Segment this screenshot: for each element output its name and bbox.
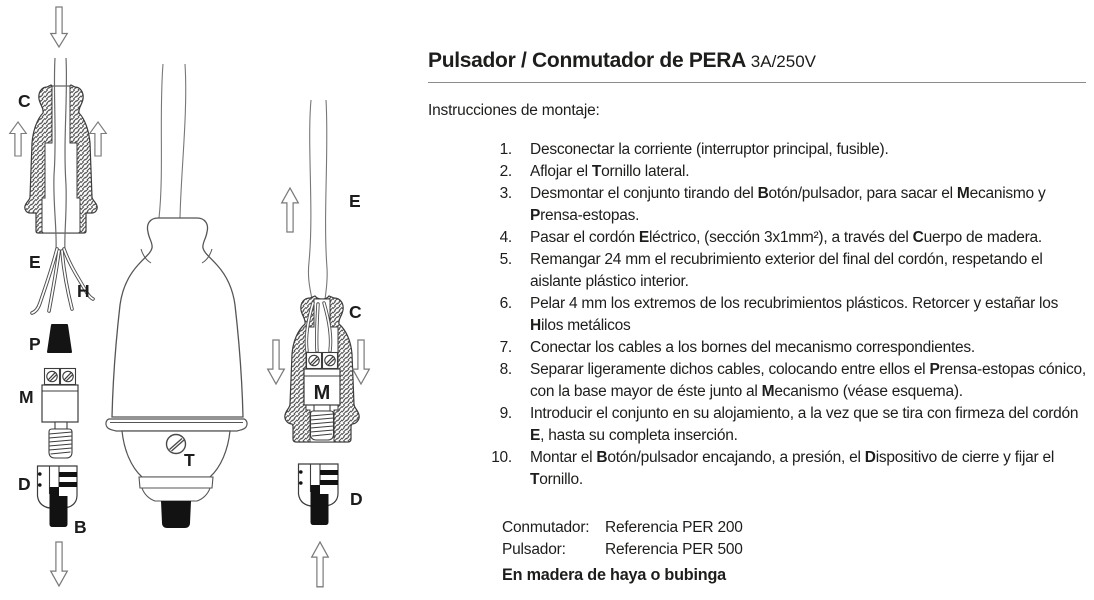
step-item <box>428 161 1086 183</box>
wood-note: En madera de haya o bubinga <box>502 566 726 584</box>
mechanism-block <box>42 369 78 459</box>
instruction-steps-list <box>428 139 1086 491</box>
step-item <box>428 447 1086 491</box>
flange <box>106 419 247 431</box>
instructions-column <box>428 0 1086 585</box>
step-text: Aflojar el Tornillo lateral. <box>530 163 690 180</box>
terminal-screw-icon <box>323 353 338 369</box>
step-text: Desconectar la corriente (interruptor principal, fusible). <box>530 141 889 158</box>
page-header <box>428 0 1086 83</box>
reference-row <box>502 517 1086 539</box>
part-label-button: B <box>74 517 87 537</box>
part-label-body: C <box>18 91 31 111</box>
arrow-up-icon <box>10 122 27 156</box>
step-number: 1. <box>499 141 512 158</box>
terminal-screw-icon <box>45 369 60 385</box>
step-item <box>428 139 1086 161</box>
step-text: Introducir el conjunto en su alojamiento, a la vez que se tira con firmeza del cordón E, hasta su completa inserción. <box>530 405 1079 444</box>
step-number: 3. <box>499 185 512 202</box>
cap-ring <box>139 477 213 488</box>
step-text: Pelar 4 mm los extremos de los recubrimientos plásticos. Retorcer y estañar los Hilos metálicos <box>530 295 1059 334</box>
part-label-wires: H <box>77 281 90 301</box>
part-label-cord: E <box>349 191 361 211</box>
title-rule <box>428 82 1086 83</box>
cord-lines <box>159 64 186 218</box>
cord-lines <box>308 100 327 302</box>
intro-line: Instrucciones de montaje: <box>428 102 600 119</box>
closure-cap <box>38 466 78 527</box>
part-label-gland: P <box>29 334 41 354</box>
part-label-closure: D <box>18 474 31 494</box>
reference-label: Pulsador: <box>502 541 566 558</box>
step-number: 2. <box>499 163 512 180</box>
step-text: Pasar el cordón Eléctrico, (sección 3x1mm²), a través del Cuerpo de madera. <box>530 229 1042 246</box>
part-label-mechanism: M <box>313 382 331 404</box>
step-item <box>428 183 1086 227</box>
part-label-closure: D <box>350 489 363 509</box>
side-screw-icon <box>167 435 186 454</box>
reference-value: Referencia PER 200 <box>605 519 743 536</box>
exploded-view-group <box>10 7 107 586</box>
threaded-stud <box>311 411 334 440</box>
cutaway-view-group <box>268 100 370 587</box>
reference-block <box>502 517 1086 561</box>
step-item <box>428 403 1086 447</box>
title-main: Pulsador / Conmutador de PERA <box>428 49 746 72</box>
arrow-down-icon <box>51 542 68 586</box>
step-text: Desmontar el conjunto tirando del Botón/pulsador, para sacar el Mecanismo y Prensa-estopas. <box>530 185 1046 224</box>
step-number: 10. <box>491 449 512 466</box>
terminal-screw-icon <box>307 353 322 369</box>
reference-value: Referencia PER 500 <box>605 541 743 558</box>
step-item <box>428 249 1086 293</box>
page-title <box>428 50 1086 73</box>
part-label-mechanism: M <box>19 387 34 407</box>
closure-cap <box>299 464 339 525</box>
step-number: 9. <box>499 405 512 422</box>
pear-body <box>112 218 243 417</box>
step-number: 7. <box>499 339 512 356</box>
reference-label: Conmutador: <box>502 519 590 536</box>
cone-gland <box>48 325 71 352</box>
step-item <box>428 359 1086 403</box>
part-label-body: C <box>349 302 362 322</box>
arrow-up-icon <box>90 122 107 156</box>
arrow-down-icon <box>51 7 68 47</box>
threaded-stud <box>49 429 72 458</box>
step-text: Conectar los cables a los bornes del mecanismo correspondientes. <box>530 339 975 356</box>
step-item <box>428 337 1086 359</box>
terminal-screw-icon <box>61 369 76 385</box>
step-number: 5. <box>499 251 512 268</box>
step-number: 6. <box>499 295 512 312</box>
cap-skirt <box>142 488 210 501</box>
step-text: Remangar 24 mm el recubrimiento exterior del final del cordón, respetando el aislante plástico interior. <box>530 251 1043 290</box>
arrow-up-icon <box>282 188 299 232</box>
step-text: Montar el Botón/pulsador encajando, a presión, el Dispositivo de cierre y fijar el Tornillo. <box>530 449 1055 488</box>
arrow-down-icon <box>268 340 285 384</box>
arrow-down-icon <box>353 340 370 384</box>
assembly-diagram <box>0 0 420 600</box>
arrow-up-icon <box>312 542 329 587</box>
push-button <box>161 501 191 528</box>
assembled-view-group <box>106 64 247 528</box>
step-item <box>428 227 1086 249</box>
title-rating: 3A/250V <box>750 52 817 71</box>
step-number: 8. <box>499 361 512 378</box>
part-label-screw: T <box>184 450 195 470</box>
step-number: 4. <box>499 229 512 246</box>
part-label-cord: E <box>29 252 41 272</box>
reference-row <box>502 539 1086 561</box>
step-item <box>428 293 1086 337</box>
step-text: Separar ligeramente dichos cables, colocando entre ellos el Prensa-estopas cónico, con la base mayor de éste junto al Mecanismo (véase esquema). <box>530 361 1086 400</box>
